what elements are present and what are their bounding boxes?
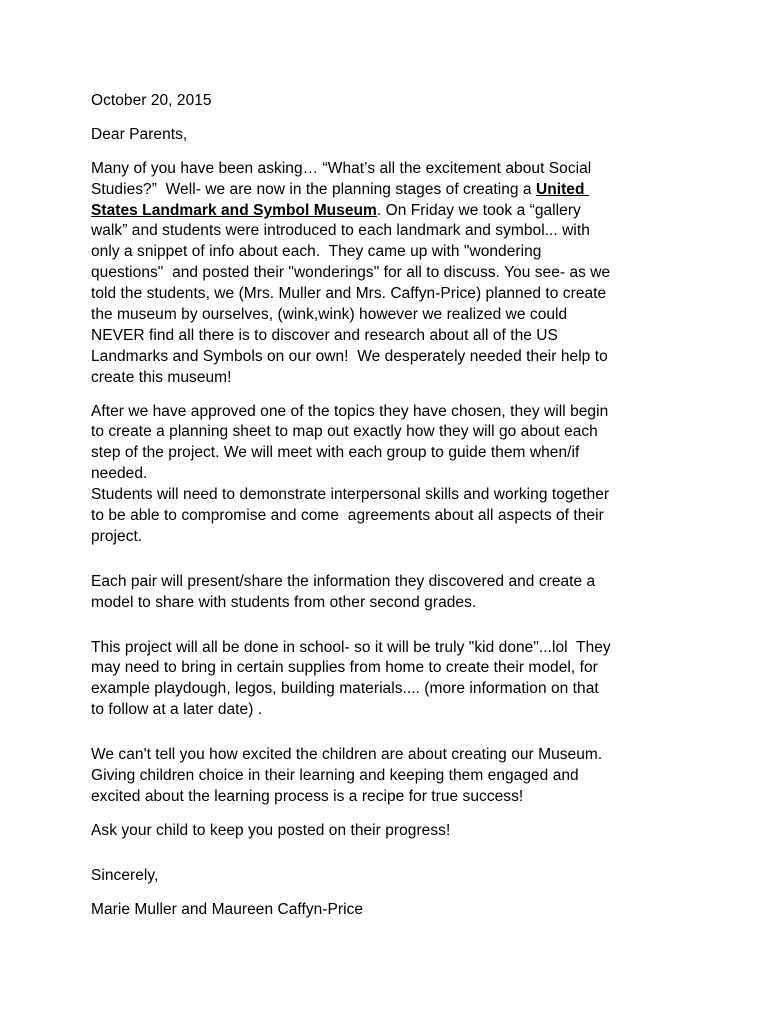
paragraph-supplies <box>91 638 691 722</box>
text-line: NEVER find all there is to discover and research about all of the US <box>91 326 558 344</box>
text-line: needed. <box>91 465 148 483</box>
text-segment: Studies?” Well- we are now in the planning stages of creating a <box>91 180 536 198</box>
text-line: Each pair will present/share the information they discovered and create a <box>91 572 596 590</box>
paragraph-presentation <box>91 572 691 614</box>
text-line: This project will all be done in school- so it will be truly "kid done"...lol They <box>91 638 611 656</box>
text-line: Many of you have been asking… “What’s all the excitement about Social <box>91 159 592 177</box>
text-line <box>91 201 691 222</box>
text-line: project. <box>91 527 143 545</box>
text-line: We can't tell you how excited the children are about creating our Museum. <box>91 746 603 764</box>
text-line: excited about the learning process is a recipe for true success! <box>91 787 524 805</box>
text-line: walk” and students were introduced to each landmark and symbol... with <box>91 222 590 240</box>
text-line: the museum by ourselves, (wink,wink) however we realized we could <box>91 306 568 324</box>
paragraph-excitement <box>91 745 691 808</box>
text-line: step of the project. We will meet with each group to guide them when/if <box>91 444 580 462</box>
text-line: to follow at a later date) . <box>91 701 263 719</box>
text-line <box>91 180 691 201</box>
text-line: model to share with students from other second grades. <box>91 593 477 611</box>
text-line: to create a planning sheet to map out exactly how they will go about each <box>91 423 598 441</box>
paragraph-planning <box>91 402 691 548</box>
text-line: told the students, we (Mrs. Muller and Mrs. Caffyn-Price) planned to create <box>91 285 607 303</box>
salutation: Dear Parents, <box>91 125 188 143</box>
text-line: to be able to compromise and come agreements about all aspects of their <box>91 507 604 525</box>
letter-page <box>91 91 691 921</box>
progress-request: Ask your child to keep you posted on their progress! <box>91 821 451 839</box>
text-line: may need to bring in certain supplies from home to create their model, for <box>91 659 598 677</box>
text-line: only a snippet of info about each. They came up with "wondering <box>91 243 542 261</box>
text-line: Landmarks and Symbols on our own! We desperately needed their help to <box>91 347 608 365</box>
text-line: After we have approved one of the topics they have chosen, they will begin <box>91 402 609 420</box>
museum-title-emphasis: States Landmark and Symbol Museum <box>91 201 377 219</box>
signature: Marie Muller and Maureen Caffyn-Price <box>91 900 364 918</box>
text-segment: . On Friday we took a “gallery <box>376 201 581 219</box>
text-line: questions" and posted their "wonderings" for all to discuss. You see- as we <box>91 264 611 282</box>
museum-title-emphasis: United <box>535 180 589 198</box>
closing: Sincerely, <box>91 866 159 884</box>
letter-date: October 20, 2015 <box>91 92 212 109</box>
text-line: create this museum! <box>91 368 232 386</box>
text-line: Students will need to demonstrate interpersonal skills and working together <box>91 486 610 504</box>
text-line: example playdough, legos, building materials.... (more information on that <box>91 680 599 698</box>
paragraph-intro <box>91 159 691 389</box>
text-line: Giving children choice in their learning and keeping them engaged and <box>91 767 579 785</box>
